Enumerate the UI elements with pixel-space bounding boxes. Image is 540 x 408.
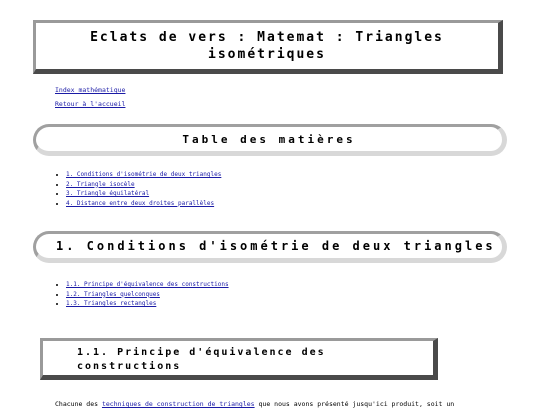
section1-header (33, 231, 507, 263)
toc-link-4[interactable]: 4. Distance entre deux droites parallèles (66, 199, 215, 207)
list-item (66, 290, 229, 300)
toc-link-3[interactable]: 3. Triangle équilatéral (66, 190, 150, 197)
toc-header (33, 124, 507, 156)
section1-link-1[interactable]: 1.1. Principe d'équivalence des constructions (66, 281, 229, 288)
paragraph-text-end: que nous avons présenté jusqu'ici produit, soit un (254, 400, 455, 408)
toc-link-1[interactable]: 1. Conditions d'isométrie de deux triangles (66, 171, 222, 178)
paragraph (55, 400, 525, 408)
toc-list (56, 170, 221, 208)
toc-link-2[interactable]: 2. Triangle isocèle (66, 180, 135, 188)
subsection-heading: 1.1. Principe d'équivalence des constructions (77, 347, 326, 372)
home-link[interactable]: Retour à l'accueil (55, 100, 126, 108)
list-item (66, 180, 221, 190)
list-item (66, 299, 229, 309)
list-item (66, 280, 229, 290)
construction-techniques-link[interactable]: techniques de construction de triangles (101, 400, 255, 408)
list-item (66, 189, 221, 199)
page-title: Eclats de vers : Matemat : Triangles isométriques (90, 30, 444, 62)
list-item (66, 199, 221, 209)
section1-list (56, 280, 229, 309)
section1-link-2[interactable]: 1.2. Triangles quelconques (66, 290, 160, 298)
paragraph-text-start: Chacune des (55, 400, 102, 408)
list-item (66, 170, 221, 180)
index-math-link[interactable]: Index mathématique (55, 86, 126, 94)
page-title-box (33, 20, 503, 74)
toc-heading: Table des matières (182, 132, 356, 146)
section1-heading: 1. Conditions d'isométrie de deux triangles (56, 239, 496, 253)
section1-link-3[interactable]: 1.3. Triangles rectangles (66, 300, 157, 307)
subsection-box (40, 338, 438, 380)
